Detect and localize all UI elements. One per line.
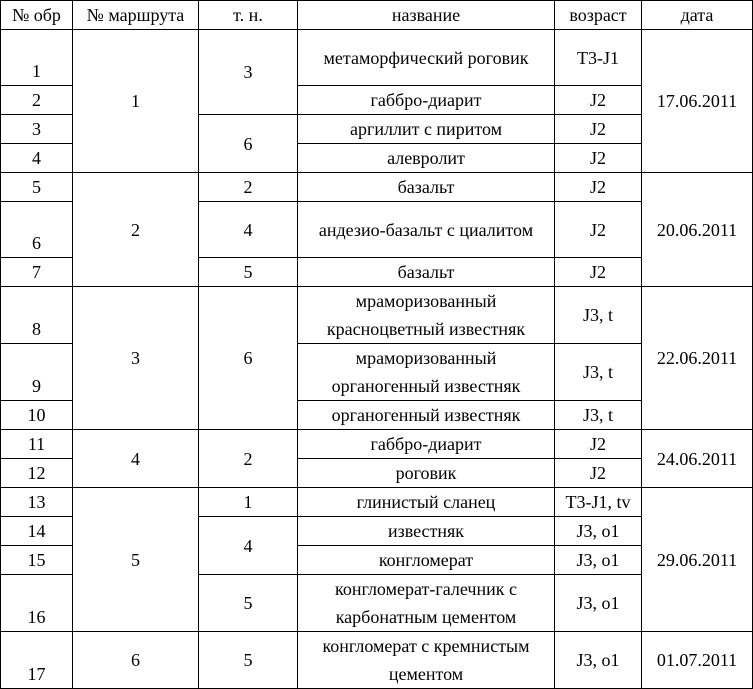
sample-number: 6 [1, 202, 73, 258]
observation-point: 5 [199, 575, 298, 632]
sample-age: J2 [555, 202, 642, 258]
sample-name: метаморфический роговик [298, 30, 555, 86]
sample-number: 8 [1, 287, 73, 344]
route-number: 3 [73, 287, 199, 430]
route-number: 2 [73, 173, 199, 287]
observation-point: 1 [199, 488, 298, 517]
sample-age: J3, t [555, 344, 642, 401]
table-row [1, 173, 753, 202]
sample-age: J2 [555, 258, 642, 287]
sample-age: J2 [555, 144, 642, 173]
sample-number: 13 [1, 488, 73, 517]
route-number: 6 [73, 632, 199, 689]
sample-name: мраморизованный органогенный известняк [298, 344, 555, 401]
header-observation-point: т. н. [199, 1, 298, 30]
sample-name: известняк [298, 517, 555, 546]
sample-name: базальт [298, 258, 555, 287]
sample-age: J3, t [555, 287, 642, 344]
table-row [1, 632, 753, 689]
observation-point: 6 [199, 287, 298, 430]
observation-point: 6 [199, 115, 298, 173]
observation-point: 2 [199, 430, 298, 488]
sample-name: алевролит [298, 144, 555, 173]
sample-name: роговик [298, 459, 555, 488]
sample-name: конгломерат с кремнистым цементом [298, 632, 555, 689]
sample-number: 2 [1, 86, 73, 115]
sample-number: 1 [1, 30, 73, 86]
table-row [1, 430, 753, 459]
sample-name: органогенный известняк [298, 401, 555, 430]
sample-age: J3, o1 [555, 575, 642, 632]
sample-number: 10 [1, 401, 73, 430]
observation-point: 5 [199, 632, 298, 689]
sample-number: 3 [1, 115, 73, 144]
sample-number: 5 [1, 173, 73, 202]
sample-age: J2 [555, 459, 642, 488]
route-date: 17.06.2011 [642, 30, 753, 173]
header-row [1, 1, 753, 30]
sample-age: J3, o1 [555, 632, 642, 689]
sample-age: J2 [555, 173, 642, 202]
sample-name: конгломерат [298, 546, 555, 575]
sample-age: T3-J1, tv [555, 488, 642, 517]
table-row [1, 287, 753, 344]
header-route-number: № маршрута [73, 1, 199, 30]
sample-name: базальт [298, 173, 555, 202]
sample-age: J3, o1 [555, 517, 642, 546]
route-number: 5 [73, 488, 199, 632]
sample-name: глинистый сланец [298, 488, 555, 517]
sample-age: J2 [555, 430, 642, 459]
sample-name: конгломерат-галечник с карбонатным цементом [298, 575, 555, 632]
sample-age: J3, t [555, 401, 642, 430]
observation-point: 4 [199, 517, 298, 575]
route-date: 22.06.2011 [642, 287, 753, 430]
sample-number: 12 [1, 459, 73, 488]
header-sample-number: № обр [1, 1, 73, 30]
sample-number: 9 [1, 344, 73, 401]
sample-number: 11 [1, 430, 73, 459]
sample-age: J2 [555, 115, 642, 144]
route-number: 4 [73, 430, 199, 488]
sample-age: J2 [555, 86, 642, 115]
route-date: 24.06.2011 [642, 430, 753, 488]
sample-name: андезио-базальт с циалитом [298, 202, 555, 258]
route-date: 20.06.2011 [642, 173, 753, 287]
sample-name: аргиллит с пиритом [298, 115, 555, 144]
observation-point: 2 [199, 173, 298, 202]
sample-name: мраморизованный красноцветный известняк [298, 287, 555, 344]
route-number: 1 [73, 30, 199, 173]
sample-number: 7 [1, 258, 73, 287]
header-name: название [298, 1, 555, 30]
header-age: возраст [555, 1, 642, 30]
header-date: дата [642, 1, 753, 30]
route-date: 29.06.2011 [642, 488, 753, 632]
observation-point: 3 [199, 30, 298, 115]
sample-number: 17 [1, 632, 73, 689]
observation-point: 4 [199, 202, 298, 258]
sample-number: 14 [1, 517, 73, 546]
route-date: 01.07.2011 [642, 632, 753, 689]
table-row [1, 488, 753, 517]
sample-age: J3, o1 [555, 546, 642, 575]
sample-number: 16 [1, 575, 73, 632]
sample-number: 4 [1, 144, 73, 173]
table-row [1, 30, 753, 86]
sample-number: 15 [1, 546, 73, 575]
sample-name: габбро-диарит [298, 86, 555, 115]
sample-name: габбро-диарит [298, 430, 555, 459]
sample-age: T3-J1 [555, 30, 642, 86]
observation-point: 5 [199, 258, 298, 287]
